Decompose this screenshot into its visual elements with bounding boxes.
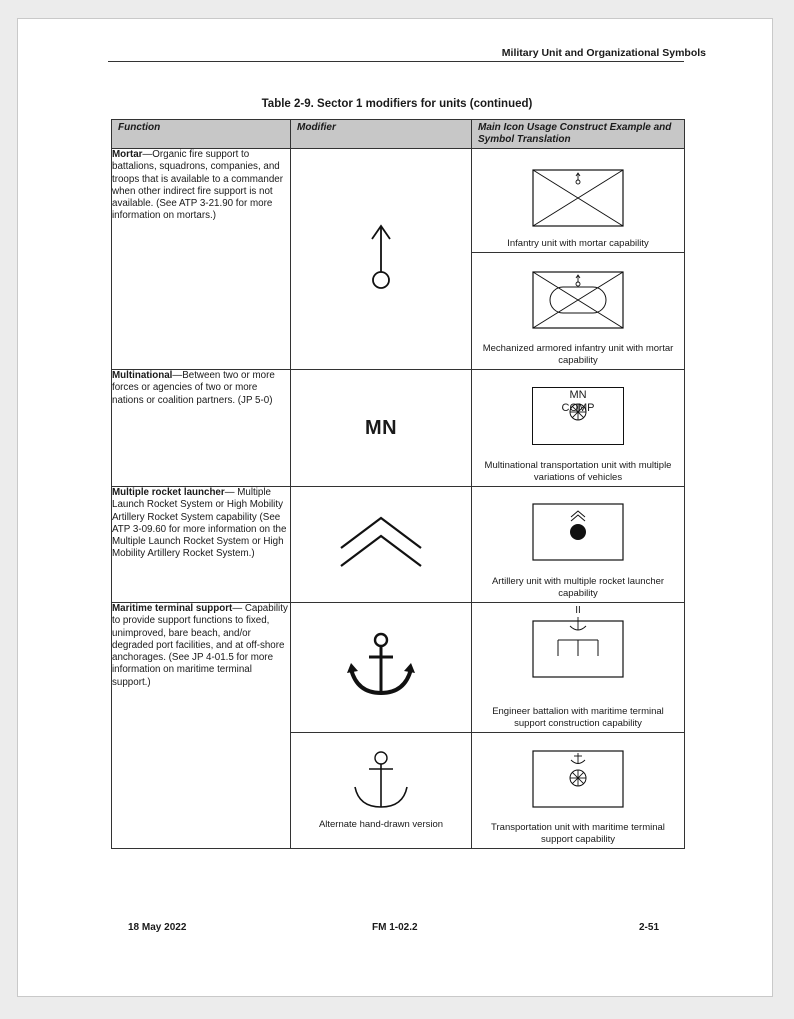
- example-caption: Infantry unit with mortar capability: [507, 238, 649, 249]
- footer-date: 18 May 2022: [128, 922, 187, 933]
- echelon-indicator: II: [575, 605, 581, 616]
- function-term: Multinational: [112, 370, 173, 381]
- example-cell-engineer-maritime: [472, 603, 685, 733]
- transport-maritime-symbol: [532, 750, 624, 808]
- example-caption: Transportation unit with maritime terminal support capability: [491, 822, 665, 845]
- function-cell-mrl: [112, 487, 291, 603]
- modifier-cell-multinational: [291, 370, 472, 487]
- mn-modifier-text: MN: [364, 416, 398, 439]
- infantry-mortar-symbol: [532, 169, 624, 227]
- modifiers-table: [111, 119, 685, 849]
- modifier-cell-mortar: [291, 149, 472, 370]
- mortar-modifier-icon: [361, 222, 401, 292]
- modifier-cell-maritime: [291, 603, 472, 733]
- example-caption: Multinational transportation unit with multiple variations of vehicles: [484, 460, 672, 483]
- function-cell-multinational: [112, 370, 291, 487]
- function-term: Multiple rocket launcher: [112, 487, 225, 498]
- footer-publication: FM 1-02.2: [372, 922, 418, 933]
- modifier-cell-maritime-alt: [291, 733, 472, 849]
- example-cell-multinational: [472, 370, 685, 487]
- function-term: Maritime terminal support: [112, 603, 233, 614]
- table-header-row: [112, 120, 685, 149]
- table-row: [112, 370, 685, 487]
- anchor-icon: [345, 631, 417, 699]
- col-header-function: Function: [112, 120, 291, 149]
- col-header-example: Main Icon Usage Construct Example and Symbol Translation: [472, 120, 685, 149]
- example-caption: Engineer battalion with maritime terminal support construction capability: [492, 706, 664, 729]
- artillery-mrl-symbol: [532, 503, 624, 561]
- table-row: [112, 149, 685, 253]
- symbol-bottom-text: COMP: [561, 402, 595, 414]
- col-header-modifier: Modifier: [291, 120, 472, 149]
- function-desc: — Multiple Launch Rocket System or High Mobility Artillery Rocket System capability (See ATP 3-09.60 for more information on the Multiple Launch Rocket System or High Mobility Artillery Rocket System.): [112, 487, 287, 560]
- table-row: [112, 487, 685, 603]
- modifier-cell-mrl: [291, 487, 472, 603]
- example-caption: Mechanized armored infantry unit with mortar capability: [482, 343, 674, 366]
- mech-infantry-mortar-symbol: [532, 271, 624, 329]
- alternate-caption: Alternate hand-drawn version: [318, 819, 444, 830]
- engineer-maritime-symbol: [532, 616, 624, 678]
- function-desc: — Capability to provide support functions to fixed, unimproved, bare beach, and/or degraded port facilities, and at off-shore anchorages. (See JP 4-01.5 for more information on maritime terminal support.): [112, 603, 288, 688]
- example-cell-artillery-mrl: [472, 487, 685, 603]
- function-desc: —Organic fire support to battalions, squadrons, companies, and troops that is available to a commander when other indirect fire support is not available. (See ATP 3-21.90 for more information on mortars.): [112, 149, 283, 222]
- example-caption: Artillery unit with multiple rocket launcher capability: [491, 576, 665, 599]
- function-term: Mortar: [112, 149, 143, 160]
- function-cell-maritime: [112, 603, 291, 849]
- table-title: Table 2-9. Sector 1 modifiers for units (continued): [261, 98, 533, 110]
- symbol-top-text: MN: [569, 389, 587, 401]
- footer-page-number: 2-51: [639, 922, 660, 933]
- function-desc: —Between two or more forces or agencies of two or more nations or coalition partners. (JP 5-0): [112, 370, 275, 406]
- multinational-transport-symbol: [532, 387, 624, 445]
- running-header: Military Unit and Organizational Symbols: [501, 47, 706, 59]
- example-cell-mech-infantry-mortar: [472, 253, 685, 370]
- function-cell-mortar: [112, 149, 291, 370]
- example-cell-transport-maritime: [472, 733, 685, 849]
- double-chevron-icon: [338, 512, 424, 572]
- wheel-icon: [568, 402, 588, 422]
- hand-drawn-anchor-icon: [349, 749, 413, 811]
- header-rule: [108, 61, 684, 62]
- example-cell-infantry-mortar: [472, 149, 685, 253]
- table-row: [112, 603, 685, 733]
